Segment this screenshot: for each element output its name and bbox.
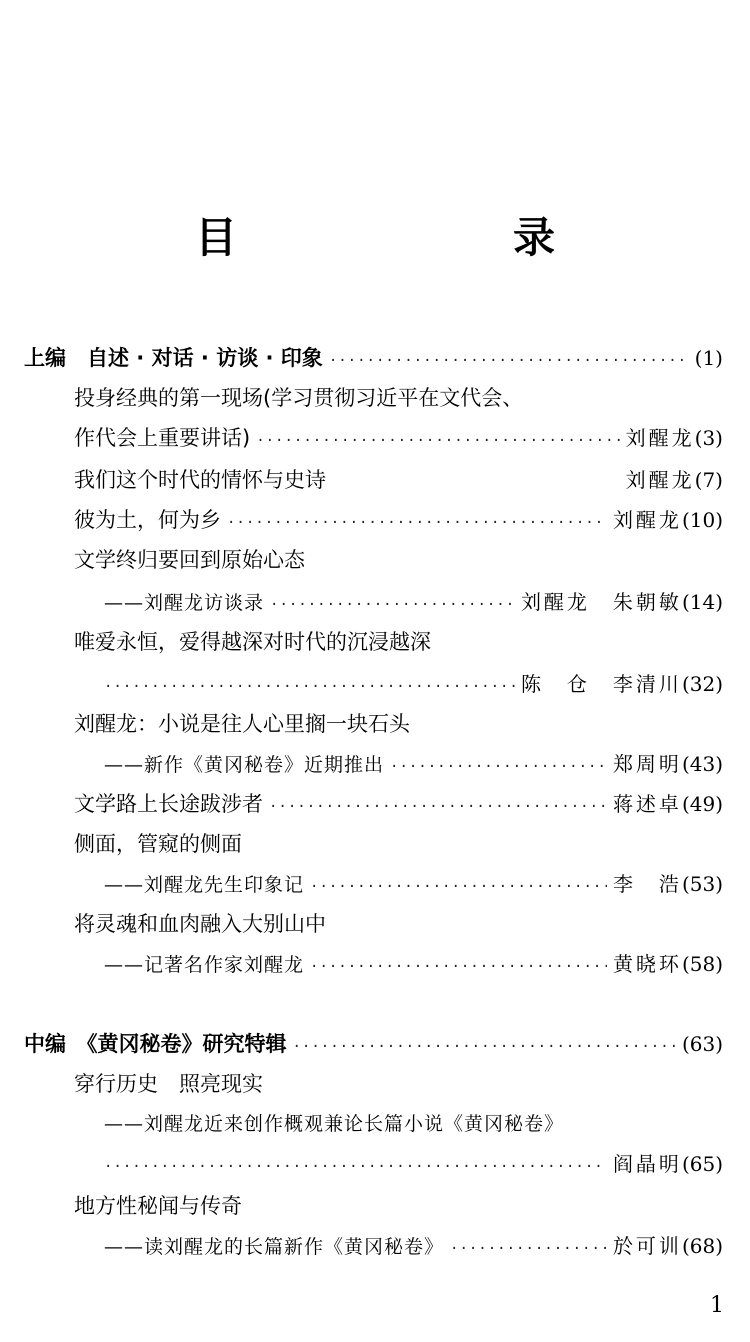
toc-entry-title[interactable]: 唯爱永恒，爱得越深对时代的沉浸越深 <box>74 630 431 654</box>
toc-entry[interactable] <box>74 784 723 824</box>
toc-entry-title[interactable]: 将灵魂和血肉融入大别山中 <box>74 912 326 936</box>
toc-entry[interactable] <box>74 460 723 500</box>
leader-dots <box>310 947 607 987</box>
page-ref: (49) <box>681 792 723 816</box>
toc-section-part1[interactable] <box>24 338 723 378</box>
toc-author: 刘醒龙 <box>625 426 695 450</box>
toc-entry-title[interactable]: 文学终归要回到原始心态 <box>74 548 305 572</box>
leader-dots <box>256 421 619 461</box>
toc-entry[interactable] <box>104 744 723 784</box>
toc-entry[interactable] <box>74 418 723 458</box>
toc-entry-subtitle: ——刘醒龙访谈录 <box>104 592 265 614</box>
toc-author: 郑周明 <box>612 752 682 776</box>
toc-entry[interactable] <box>104 944 723 984</box>
page-ref: (10) <box>681 508 723 532</box>
page-ref: (53) <box>681 872 723 896</box>
toc-entry-title[interactable]: 穿行历史 照亮现实 <box>74 1072 263 1096</box>
toc-author: 李 浩 <box>612 872 682 896</box>
leader-dots <box>270 585 515 625</box>
toc-entry-subtitle: ——刘醒龙先生印象记 <box>104 874 305 896</box>
toc-entry[interactable] <box>104 664 723 704</box>
leader-dots <box>329 341 689 381</box>
page-ref: (43) <box>681 752 723 776</box>
toc-entry[interactable] <box>104 864 723 904</box>
leader-dots <box>269 787 607 827</box>
leader-dots <box>104 667 515 707</box>
page-ref: (3) <box>694 426 723 450</box>
leader-dots <box>390 747 607 787</box>
page-ref: (1) <box>694 346 723 370</box>
toc-entry-title-cont: 作代会上重要讲话) <box>74 426 251 450</box>
page-ref: (32) <box>681 672 723 696</box>
toc-entry-title[interactable]: 侧面，管窥的侧面 <box>74 832 242 856</box>
toc-entry-title: 彼为土，何为乡 <box>74 508 221 532</box>
toc-entry-title[interactable]: 刘醒龙：小说是往人心里搁一块石头 <box>74 712 410 736</box>
section-title: 上编 自述 · 对话 · 访谈 · 印象 <box>24 346 323 370</box>
page-title: 目 录 <box>194 213 619 262</box>
page-ref: (14) <box>681 590 723 614</box>
toc-author: 陈 仓 李清川 <box>520 672 682 696</box>
toc-author: 於可训 <box>612 1234 682 1258</box>
toc-entry-title: 我们这个时代的情怀与史诗 <box>74 468 326 492</box>
toc-author: 刘醒龙 <box>612 508 682 532</box>
toc-entry-title[interactable]: 地方性秘闻与传奇 <box>74 1194 242 1218</box>
toc-entry-subtitle: ——刘醒龙近来创作概观兼论长篇小说《黄冈秘卷》 <box>104 1113 565 1135</box>
toc-author: 刘醒龙 朱朝敏 <box>520 590 682 614</box>
leader-dots <box>227 503 607 543</box>
page-number: 1 <box>710 1293 724 1318</box>
page-ref: (65) <box>681 1152 723 1176</box>
toc-entry[interactable] <box>74 500 723 540</box>
toc-entry-title[interactable]: 投身经典的第一现场(学习贯彻习近平在文代会、 <box>74 386 524 410</box>
leader-dots <box>450 1229 607 1269</box>
toc-entry-subtitle: ——读刘醒龙的长篇新作《黄冈秘卷》 <box>104 1236 445 1258</box>
page-ref: (63) <box>681 1032 723 1056</box>
leader-dots <box>293 1027 676 1067</box>
toc-entry-title: 文学路上长途跋涉者 <box>74 792 263 816</box>
toc-author: 刘醒龙 <box>625 468 695 492</box>
toc-author: 阎晶明 <box>612 1152 682 1176</box>
page-ref: (68) <box>681 1234 723 1258</box>
toc-entry[interactable] <box>104 582 723 622</box>
leader-dots <box>310 867 607 907</box>
toc-section-part2[interactable] <box>24 1024 723 1064</box>
toc-entry-subtitle: ——记著名作家刘醒龙 <box>104 954 305 976</box>
page-ref: (58) <box>681 952 723 976</box>
toc-author: 蒋述卓 <box>612 792 682 816</box>
toc-entry-subtitle: ——新作《黄冈秘卷》近期推出 <box>104 754 385 776</box>
toc-entry[interactable] <box>104 1144 723 1184</box>
toc-author: 黄晓环 <box>612 952 682 976</box>
leader-dots <box>104 1147 607 1187</box>
page-ref: (7) <box>694 468 723 492</box>
section-title: 中编 《黄冈秘卷》研究特辑 <box>24 1032 287 1056</box>
toc-entry[interactable] <box>104 1226 723 1266</box>
